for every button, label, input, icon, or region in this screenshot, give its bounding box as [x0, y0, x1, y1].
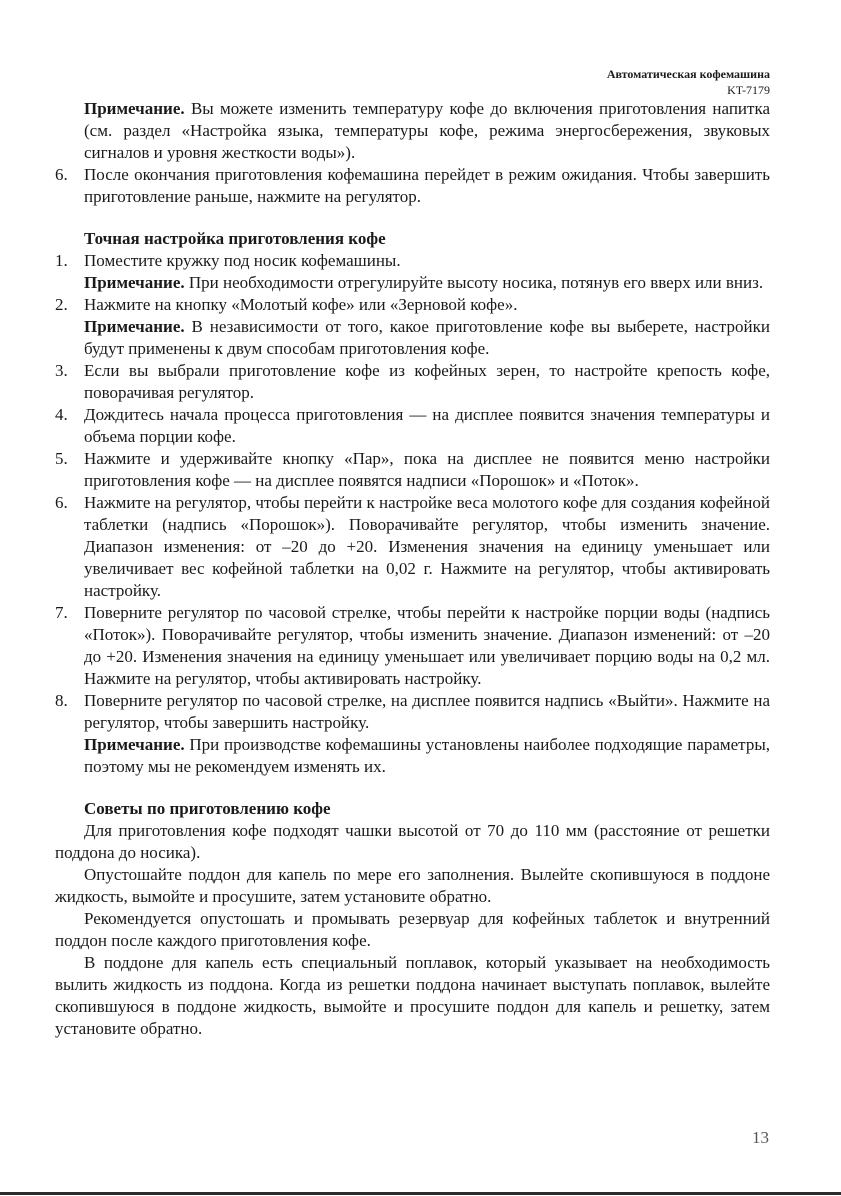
list-item	[55, 448, 770, 492]
step-note	[84, 272, 770, 294]
page-number: 13	[752, 1128, 769, 1147]
list-item	[55, 164, 770, 208]
step-note	[84, 734, 770, 778]
step-number: 6.	[55, 493, 68, 512]
running-head-model: KT-7179	[727, 83, 770, 97]
note-label: Примечание.	[84, 735, 185, 754]
list-item	[55, 250, 770, 294]
page-body	[55, 98, 770, 1040]
list-item	[55, 294, 770, 360]
note-text: В независимости от того, какое приготовление кофе вы выберете, настройки будут применены к двум способам приготовления кофе.	[84, 317, 770, 358]
step-text: Поверните регулятор по часовой стрелке, чтобы перейти к настройке порции воды (надпись «Поток»). Поворачивайте регулятор, чтобы изменить значение. Диапазон изменений: от –20 до +20. Изменения значения на единицу уменьшает или увеличивает порцию воды на 0,2 мл. Нажмите на регулятор, чтобы активировать настройку.	[84, 603, 770, 688]
note-label: Примечание.	[84, 99, 185, 118]
step-text: Нажмите на кнопку «Молотый кофе» или «Зерновой кофе».	[84, 295, 518, 314]
tips-paragraphs	[55, 820, 770, 1040]
intro-steps	[55, 164, 770, 208]
note-label: Примечание.	[84, 273, 185, 292]
intro-note	[55, 98, 770, 164]
step-note	[84, 316, 770, 360]
list-item	[55, 690, 770, 778]
list-item	[55, 492, 770, 602]
step-number: 6.	[55, 165, 68, 184]
bottom-rule	[0, 1192, 841, 1195]
section-heading-tips: Советы по приготовлению кофе	[84, 799, 331, 818]
note-text: Вы можете изменить температуру кофе до включения приготовления напитка (см. раздел «Настройка языка, температуры кофе, режима энергосбережения, звуковых сигналов и уровня жесткости воды»).	[84, 99, 770, 162]
step-text: Если вы выбрали приготовление кофе из кофейных зерен, то настройте крепость кофе, поворачивая регулятор.	[84, 361, 770, 402]
running-head	[55, 66, 770, 98]
note-label: Примечание.	[84, 317, 185, 336]
step-number: 5.	[55, 449, 68, 468]
step-number: 1.	[55, 251, 68, 270]
step-number: 4.	[55, 405, 68, 424]
note-text: При необходимости отрегулируйте высоту носика, потянув его вверх или вниз.	[184, 273, 764, 292]
list-item	[55, 360, 770, 404]
section-heading-fine-tuning: Точная настройка приготовления кофе	[84, 229, 386, 248]
manual-page	[55, 66, 770, 1040]
step-number: 3.	[55, 361, 68, 380]
step-text: Поместите кружку под носик кофемашины.	[84, 251, 401, 270]
running-head-title: Автоматическая кофемашина	[606, 67, 770, 81]
step-text: После окончания приготовления кофемашина перейдет в режим ожидания. Чтобы завершить приготовление раньше, нажмите на регулятор.	[84, 165, 770, 206]
step-text: Нажмите на регулятор, чтобы перейти к настройке веса молотого кофе для создания кофейной таблетки (надпись «Порошок»). Поворачивайте регулятор, чтобы изменить значение. Диапазон изменения: от –20 до +20. Изменения значения на единицу уменьшает или увеличивает вес кофейной таблетки на 0,02 г. Нажмите на регулятор, чтобы активировать настройку.	[84, 493, 770, 600]
paragraph: Опустошайте поддон для капель по мере его заполнения. Вылейте скопившуюся в поддоне жидкость, вымойте и просушите, затем установите обратно.	[55, 865, 770, 906]
paragraph: В поддоне для капель есть специальный поплавок, который указывает на необходимость вылить жидкость из поддона. Когда из решетки поддона начинает выступать поплавок, вылейте скопившуюся в поддоне жидкость, вымойте и просушите поддон для капель и решетку, затем установите обратно.	[55, 953, 770, 1038]
paragraph: Рекомендуется опустошать и промывать резервуар для кофейных таблеток и внутренний поддон после каждого приготовления кофе.	[55, 909, 770, 950]
step-number: 8.	[55, 691, 68, 710]
step-text: Нажмите и удерживайте кнопку «Пар», пока на дисплее не появится меню настройки приготовления кофе — на дисплее появятся надписи «Порошок» и «Поток».	[84, 449, 770, 490]
step-number: 2.	[55, 295, 68, 314]
fine-tuning-steps	[55, 250, 770, 778]
list-item	[55, 404, 770, 448]
list-item	[55, 602, 770, 690]
step-text: Поверните регулятор по часовой стрелке, на дисплее появится надпись «Выйти». Нажмите на регулятор, чтобы завершить настройку.	[84, 691, 770, 732]
paragraph: Для приготовления кофе подходят чашки высотой от 70 до 110 мм (расстояние от решетки поддона до носика).	[55, 821, 770, 862]
step-text: Дождитесь начала процесса приготовления — на дисплее появится значения температуры и объема порции кофе.	[84, 405, 770, 446]
step-number: 7.	[55, 603, 68, 622]
note-text: При производстве кофемашины установлены наиболее подходящие параметры, поэтому мы не рекомендуем изменять их.	[84, 735, 770, 776]
